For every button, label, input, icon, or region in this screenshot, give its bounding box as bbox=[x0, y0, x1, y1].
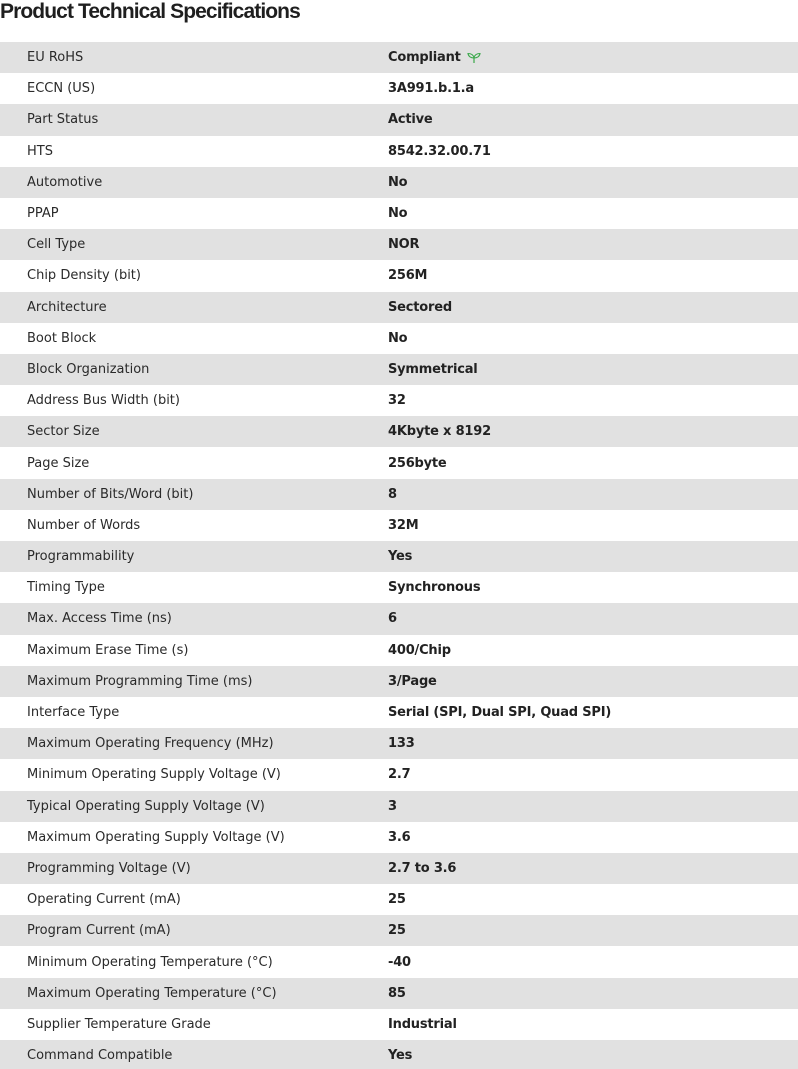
spec-value-cell bbox=[388, 955, 798, 970]
spec-name: Cell Type bbox=[27, 237, 86, 253]
spec-value: No bbox=[388, 330, 408, 346]
spec-row bbox=[0, 853, 798, 884]
spec-name: EU RoHS bbox=[27, 50, 84, 66]
spec-row bbox=[0, 167, 798, 198]
spec-table bbox=[0, 42, 798, 1069]
spec-value-cell bbox=[388, 237, 798, 252]
spec-value-cell bbox=[388, 393, 798, 408]
spec-value-cell bbox=[388, 424, 798, 439]
spec-row bbox=[0, 728, 798, 759]
spec-row bbox=[0, 978, 798, 1009]
spec-name: Supplier Temperature Grade bbox=[27, 1016, 211, 1032]
spec-value: 32M bbox=[388, 517, 419, 533]
spec-value-cell bbox=[388, 300, 798, 315]
spec-row bbox=[0, 541, 798, 572]
spec-name: Address Bus Width (bit) bbox=[27, 393, 180, 409]
spec-value: 6 bbox=[388, 611, 397, 627]
spec-value-cell bbox=[388, 674, 798, 689]
spec-name: Maximum Programming Time (ms) bbox=[27, 673, 253, 689]
spec-name: Minimum Operating Supply Voltage (V) bbox=[27, 767, 281, 783]
spec-value: Serial (SPI, Dual SPI, Quad SPI) bbox=[388, 705, 612, 721]
spec-value: Yes bbox=[388, 549, 413, 565]
spec-name: Max. Access Time (ns) bbox=[27, 611, 172, 627]
spec-value-cell bbox=[388, 767, 798, 782]
spec-value: 256M bbox=[388, 268, 428, 284]
spec-name: Maximum Operating Frequency (MHz) bbox=[27, 736, 274, 752]
spec-name: PPAP bbox=[27, 206, 59, 222]
spec-value: Sectored bbox=[388, 299, 452, 315]
spec-row bbox=[0, 292, 798, 323]
spec-value: 25 bbox=[388, 892, 406, 908]
spec-name: Maximum Erase Time (s) bbox=[27, 642, 189, 658]
spec-name: Chip Density (bit) bbox=[27, 268, 141, 284]
spec-name: Minimum Operating Temperature (°C) bbox=[27, 954, 273, 970]
spec-value: 25 bbox=[388, 923, 406, 939]
spec-value-cell bbox=[388, 268, 798, 283]
spec-row bbox=[0, 791, 798, 822]
spec-value-cell bbox=[388, 50, 798, 65]
spec-row bbox=[0, 354, 798, 385]
spec-row bbox=[0, 479, 798, 510]
spec-row bbox=[0, 416, 798, 447]
spec-name: Interface Type bbox=[27, 705, 120, 721]
spec-name: Timing Type bbox=[27, 580, 105, 596]
spec-value-cell bbox=[388, 580, 798, 595]
spec-value-cell bbox=[388, 923, 798, 938]
spec-row bbox=[0, 447, 798, 478]
spec-value: 85 bbox=[388, 985, 406, 1001]
spec-value: 3 bbox=[388, 798, 397, 814]
spec-row bbox=[0, 42, 798, 73]
spec-value-cell bbox=[388, 331, 798, 346]
spec-row bbox=[0, 260, 798, 291]
spec-value: Industrial bbox=[388, 1016, 457, 1032]
spec-row bbox=[0, 73, 798, 104]
spec-name: Operating Current (mA) bbox=[27, 892, 181, 908]
spec-value-cell bbox=[388, 892, 798, 907]
spec-value: 2.7 bbox=[388, 767, 411, 783]
spec-name: Programming Voltage (V) bbox=[27, 860, 191, 876]
spec-name: Page Size bbox=[27, 455, 90, 471]
spec-name: Automotive bbox=[27, 174, 103, 190]
page-title: Product Technical Specifications bbox=[0, 0, 300, 23]
spec-value-cell bbox=[388, 643, 798, 658]
spec-value: No bbox=[388, 206, 408, 222]
spec-name: Architecture bbox=[27, 299, 107, 315]
spec-value: NOR bbox=[388, 237, 420, 253]
spec-value: 256byte bbox=[388, 455, 447, 471]
spec-value-cell bbox=[388, 175, 798, 190]
spec-value-cell bbox=[388, 1017, 798, 1032]
spec-value: -40 bbox=[388, 954, 411, 970]
spec-name: Boot Block bbox=[27, 330, 97, 346]
spec-name: Part Status bbox=[27, 112, 99, 128]
spec-name: Sector Size bbox=[27, 424, 100, 440]
spec-value-cell bbox=[388, 861, 798, 876]
spec-value-cell bbox=[388, 487, 798, 502]
spec-value-cell bbox=[388, 144, 798, 159]
spec-row bbox=[0, 603, 798, 634]
spec-value-cell bbox=[388, 362, 798, 377]
spec-value-cell bbox=[388, 799, 798, 814]
spec-value: Active bbox=[388, 112, 433, 128]
spec-value: 3/Page bbox=[388, 673, 437, 689]
spec-name: Maximum Operating Temperature (°C) bbox=[27, 985, 277, 1001]
spec-value-cell bbox=[388, 81, 798, 96]
spec-value: 400/Chip bbox=[388, 642, 451, 658]
spec-row bbox=[0, 1040, 798, 1069]
spec-row bbox=[0, 915, 798, 946]
spec-name: ECCN (US) bbox=[27, 81, 96, 97]
spec-row bbox=[0, 572, 798, 603]
spec-name: Block Organization bbox=[27, 361, 150, 377]
spec-name: Typical Operating Supply Voltage (V) bbox=[27, 798, 265, 814]
spec-value-cell bbox=[388, 736, 798, 751]
spec-value-cell bbox=[388, 705, 798, 720]
spec-row bbox=[0, 104, 798, 135]
spec-row bbox=[0, 697, 798, 728]
spec-name: Number of Words bbox=[27, 517, 141, 533]
spec-row bbox=[0, 666, 798, 697]
spec-value: 3.6 bbox=[388, 829, 411, 845]
spec-value: Yes bbox=[388, 1048, 413, 1064]
spec-row bbox=[0, 946, 798, 977]
spec-value-cell bbox=[388, 611, 798, 626]
spec-row bbox=[0, 198, 798, 229]
spec-name: HTS bbox=[27, 143, 53, 159]
spec-value: 3A991.b.1.a bbox=[388, 81, 474, 97]
spec-name: Maximum Operating Supply Voltage (V) bbox=[27, 829, 285, 845]
spec-value: No bbox=[388, 174, 408, 190]
spec-value-cell bbox=[388, 1048, 798, 1063]
spec-name: Number of Bits/Word (bit) bbox=[27, 486, 194, 502]
spec-row bbox=[0, 822, 798, 853]
spec-row bbox=[0, 635, 798, 666]
spec-row bbox=[0, 759, 798, 790]
spec-value: 8 bbox=[388, 486, 397, 502]
spec-value: 133 bbox=[388, 736, 415, 752]
spec-value-cell bbox=[388, 830, 798, 845]
spec-value: 32 bbox=[388, 393, 406, 409]
leaf-icon bbox=[467, 52, 481, 64]
spec-row bbox=[0, 385, 798, 416]
spec-row bbox=[0, 136, 798, 167]
spec-value-cell bbox=[388, 549, 798, 564]
spec-name: Programmability bbox=[27, 549, 135, 565]
spec-value-cell bbox=[388, 112, 798, 127]
spec-value: Synchronous bbox=[388, 580, 481, 596]
spec-value-cell bbox=[388, 518, 798, 533]
spec-value: 4Kbyte x 8192 bbox=[388, 424, 491, 440]
spec-value: Compliant bbox=[388, 50, 461, 66]
spec-name: Program Current (mA) bbox=[27, 923, 171, 939]
spec-value: 2.7 to 3.6 bbox=[388, 860, 457, 876]
spec-value: 8542.32.00.71 bbox=[388, 143, 491, 159]
spec-value-cell bbox=[388, 986, 798, 1001]
spec-value-cell bbox=[388, 456, 798, 471]
spec-value-cell bbox=[388, 206, 798, 221]
spec-name: Command Compatible bbox=[27, 1048, 173, 1064]
spec-row bbox=[0, 884, 798, 915]
spec-row bbox=[0, 229, 798, 260]
spec-row bbox=[0, 323, 798, 354]
spec-value: Symmetrical bbox=[388, 361, 478, 377]
spec-row bbox=[0, 1009, 798, 1040]
spec-row bbox=[0, 510, 798, 541]
